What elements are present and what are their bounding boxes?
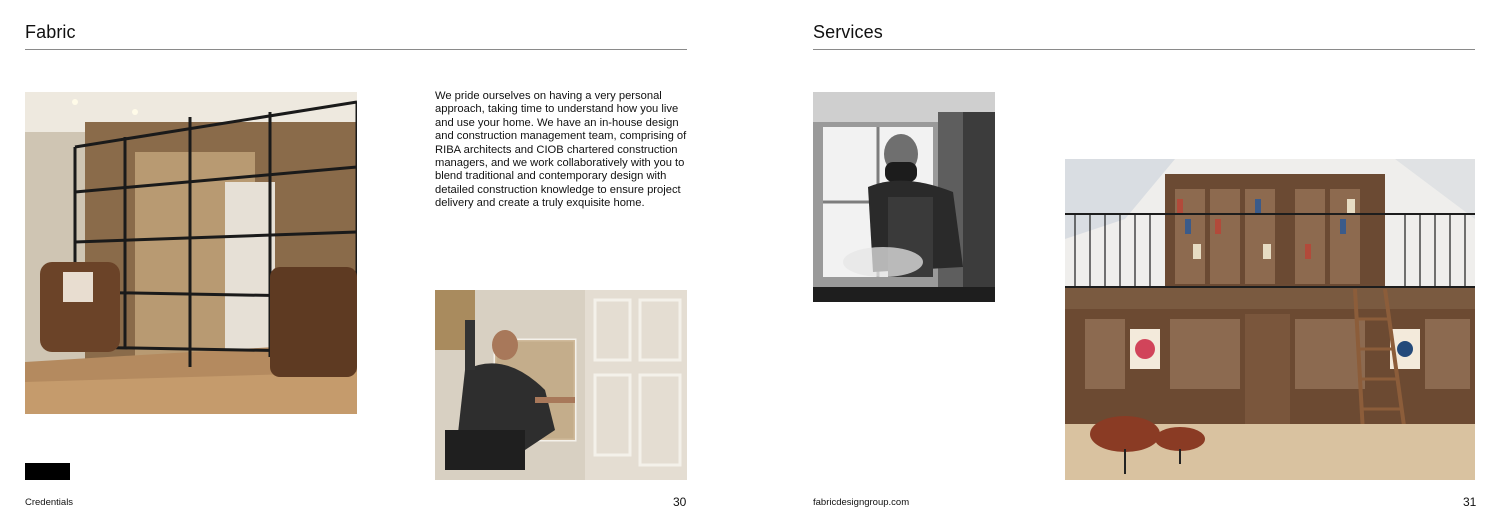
page-title-fabric: Fabric xyxy=(25,22,76,42)
intro-paragraph: We pride ourselves on having a very personal approach, taking time to understand how you live and use your home. We have an in-house design and construction management team, comprising of RIBA architects and CIOB chartered construction managers, and we work collaboratively with you to blend traditional and contemporary design with detailed construction knowledge to ensure project delivery and create a truly exquisite home. xyxy=(435,90,687,210)
heading-rule-right xyxy=(813,49,1475,50)
page-number-right: 31 xyxy=(1463,495,1477,509)
section-tab-marker xyxy=(25,463,70,480)
photo-spray-painter xyxy=(813,92,995,302)
photo-craftsman-wall-panelling xyxy=(435,290,687,480)
footer-website: fabricdesigngroup.com xyxy=(813,497,910,508)
page-title-services: Services xyxy=(813,22,883,42)
photo-library-loft xyxy=(1065,159,1475,480)
page-number-left: 30 xyxy=(673,495,687,509)
footer-credentials: Credentials xyxy=(25,497,74,508)
heading-rule-left xyxy=(25,49,687,50)
photo-glazed-partition-room xyxy=(25,92,357,414)
